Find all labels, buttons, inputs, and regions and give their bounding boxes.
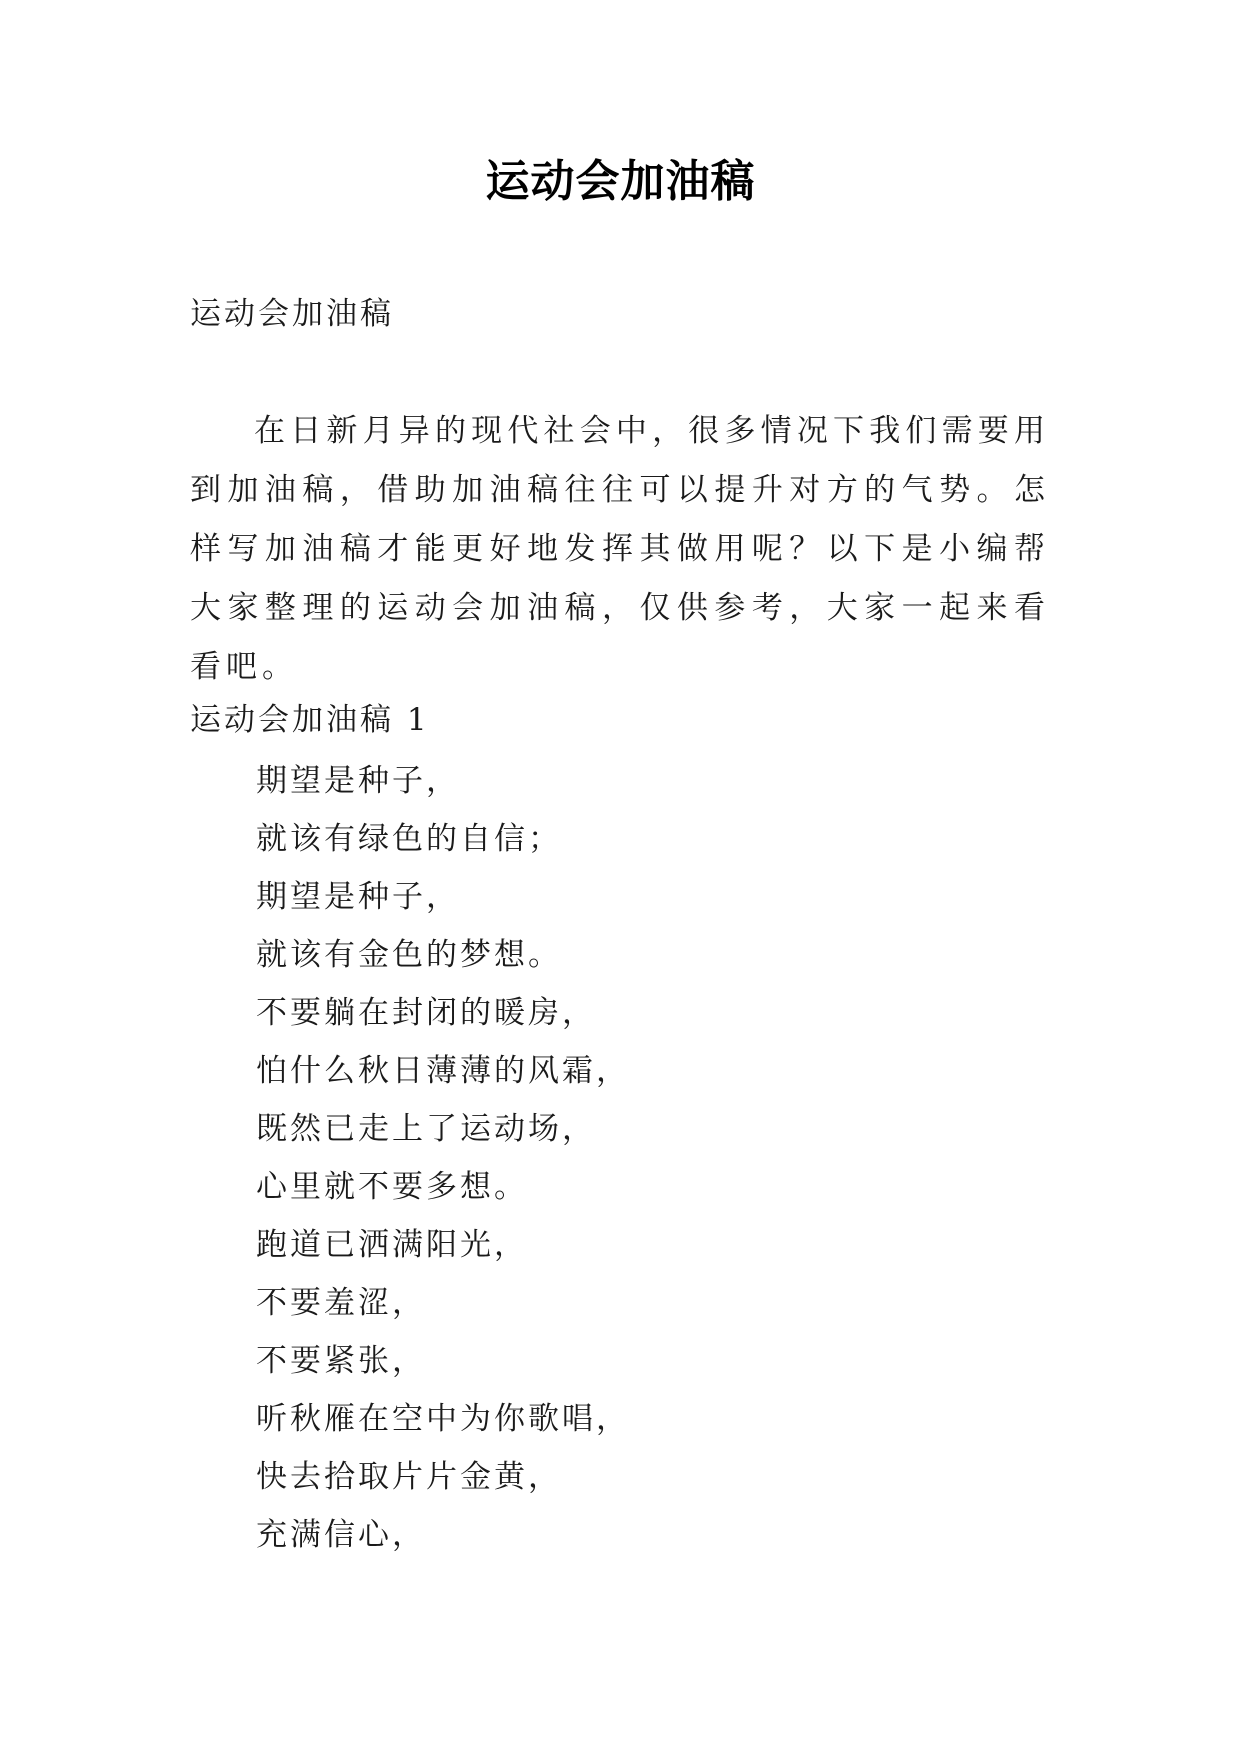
document-title: 运动会加油稿 xyxy=(485,156,756,207)
intro-paragraph: 在日新月异的现代社会中，很多情况下我们需要用到加油稿，借助加油稿往往可以提升对方的气势。怎样写加油稿才能更好地发挥其做用呢？以下是小编帮大家整理的运动会加油稿，仅供参考，大家一起来看看吧。 xyxy=(190,413,1050,685)
poem-line: 就该有绿色的自信； xyxy=(256,821,562,857)
poem-line: 就该有金色的梦想。 xyxy=(256,937,562,973)
section-heading: 运动会加油稿 1 xyxy=(190,702,430,738)
poem-line: 期望是种子， xyxy=(256,879,460,915)
poem-line: 听秋雁在空中为你歌唱， xyxy=(256,1401,630,1437)
poem-line: 怕什么秋日薄薄的风霜， xyxy=(256,1053,630,1089)
document-subtitle: 运动会加油稿 xyxy=(190,296,394,332)
poem-line: 跑道已洒满阳光， xyxy=(256,1227,528,1263)
poem-line: 期望是种子， xyxy=(256,763,460,799)
poem-line: 快去拾取片片金黄， xyxy=(256,1459,562,1495)
poem-line: 充满信心， xyxy=(256,1517,426,1553)
poem-line: 既然已走上了运动场， xyxy=(256,1111,596,1147)
poem-line: 不要紧张， xyxy=(256,1343,426,1379)
poem xyxy=(256,752,630,1564)
poem-line: 不要羞涩， xyxy=(256,1285,426,1321)
poem-line: 不要躺在封闭的暖房， xyxy=(256,995,596,1031)
poem-line: 心里就不要多想。 xyxy=(256,1169,528,1205)
